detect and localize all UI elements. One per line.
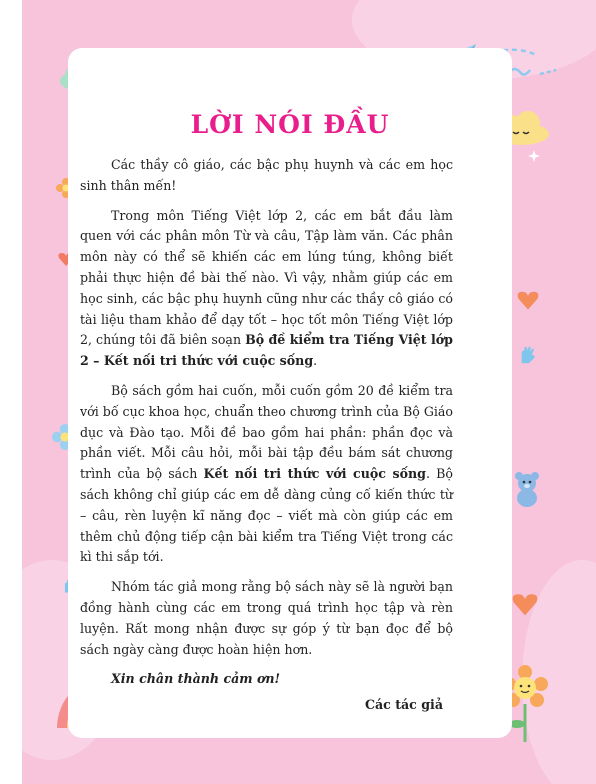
paragraph [80,206,453,372]
text-run: Các thầy cô giáo, các bậc phụ huynh và các em học sinh thân mến! [80,157,453,193]
body-text [80,155,453,725]
bold-text: Kết nối tri thức với cuộc sống [203,466,426,482]
closing-line: Xin chân thành cảm ơn! [111,671,281,687]
text-run: Bộ sách gồm hai cuốn, mỗi cuốn gồm 20 đề kiểm tra với bố cục khoa học, chuẩn theo chương trình của Bộ Giáo dục và Đào tạo. Mỗi đề bao gồm hai phần: phần đọc và phần viết. Mỗi câu hỏi, mỗi bài tập đều bám sát chương trình của bộ sách [80,382,453,482]
hand-icon [518,345,538,365]
bold-text: Bộ đề kiểm tra Tiếng Việt lớp 2 – Kết nối tri thức với cuộc sống [80,332,453,369]
star-icon [528,150,540,162]
paragraph [80,155,453,197]
signature: Các tác giả [364,697,443,713]
heart-icon [512,592,538,616]
text-run: . Bộ sách không chỉ giúp các em dễ dàng củng cố kiến thức từ – câu, rèn luyện kĩ năng đọc – viết mà còn giúp các em thêm chủ động tiếp cận bài kiểm tra Tiếng Việt trong các kì thi sắp tới. [80,466,453,565]
text-run: Trong môn Tiếng Việt lớp 2, các em bắt đầu làm quen với các phân môn Từ và câu, Tập làm văn. Các phân môn này có thể sẽ khiến các em lúng túng, không biết phải thực hiện đề bài thế nào. Vì vậy, nhằm giúp các em học sinh, các bậc phụ huynh cũng như các thầy cô giáo có tài liệu tham khảo để dạy tốt – học tốt môn Tiếng Việt lớp 2, chúng tôi đã biên soạn [80,207,453,348]
teddy-bear-icon [510,470,544,508]
page-title: LỜI NÓI ĐẦU [190,110,390,139]
paragraph [80,381,453,568]
text-run: Nhóm tác giả mong rằng bộ sách này sẽ là người bạn đồng hành cùng các em trong quá trình học tập và rèn luyện. Rất mong nhận được sự góp ý từ bạn đọc để bộ sách ngày càng được hoàn hiện hơn. [80,579,453,657]
heart-icon [517,290,539,310]
text-run: . [313,353,318,369]
paragraph [80,577,453,660]
paragraph-list [80,155,453,660]
